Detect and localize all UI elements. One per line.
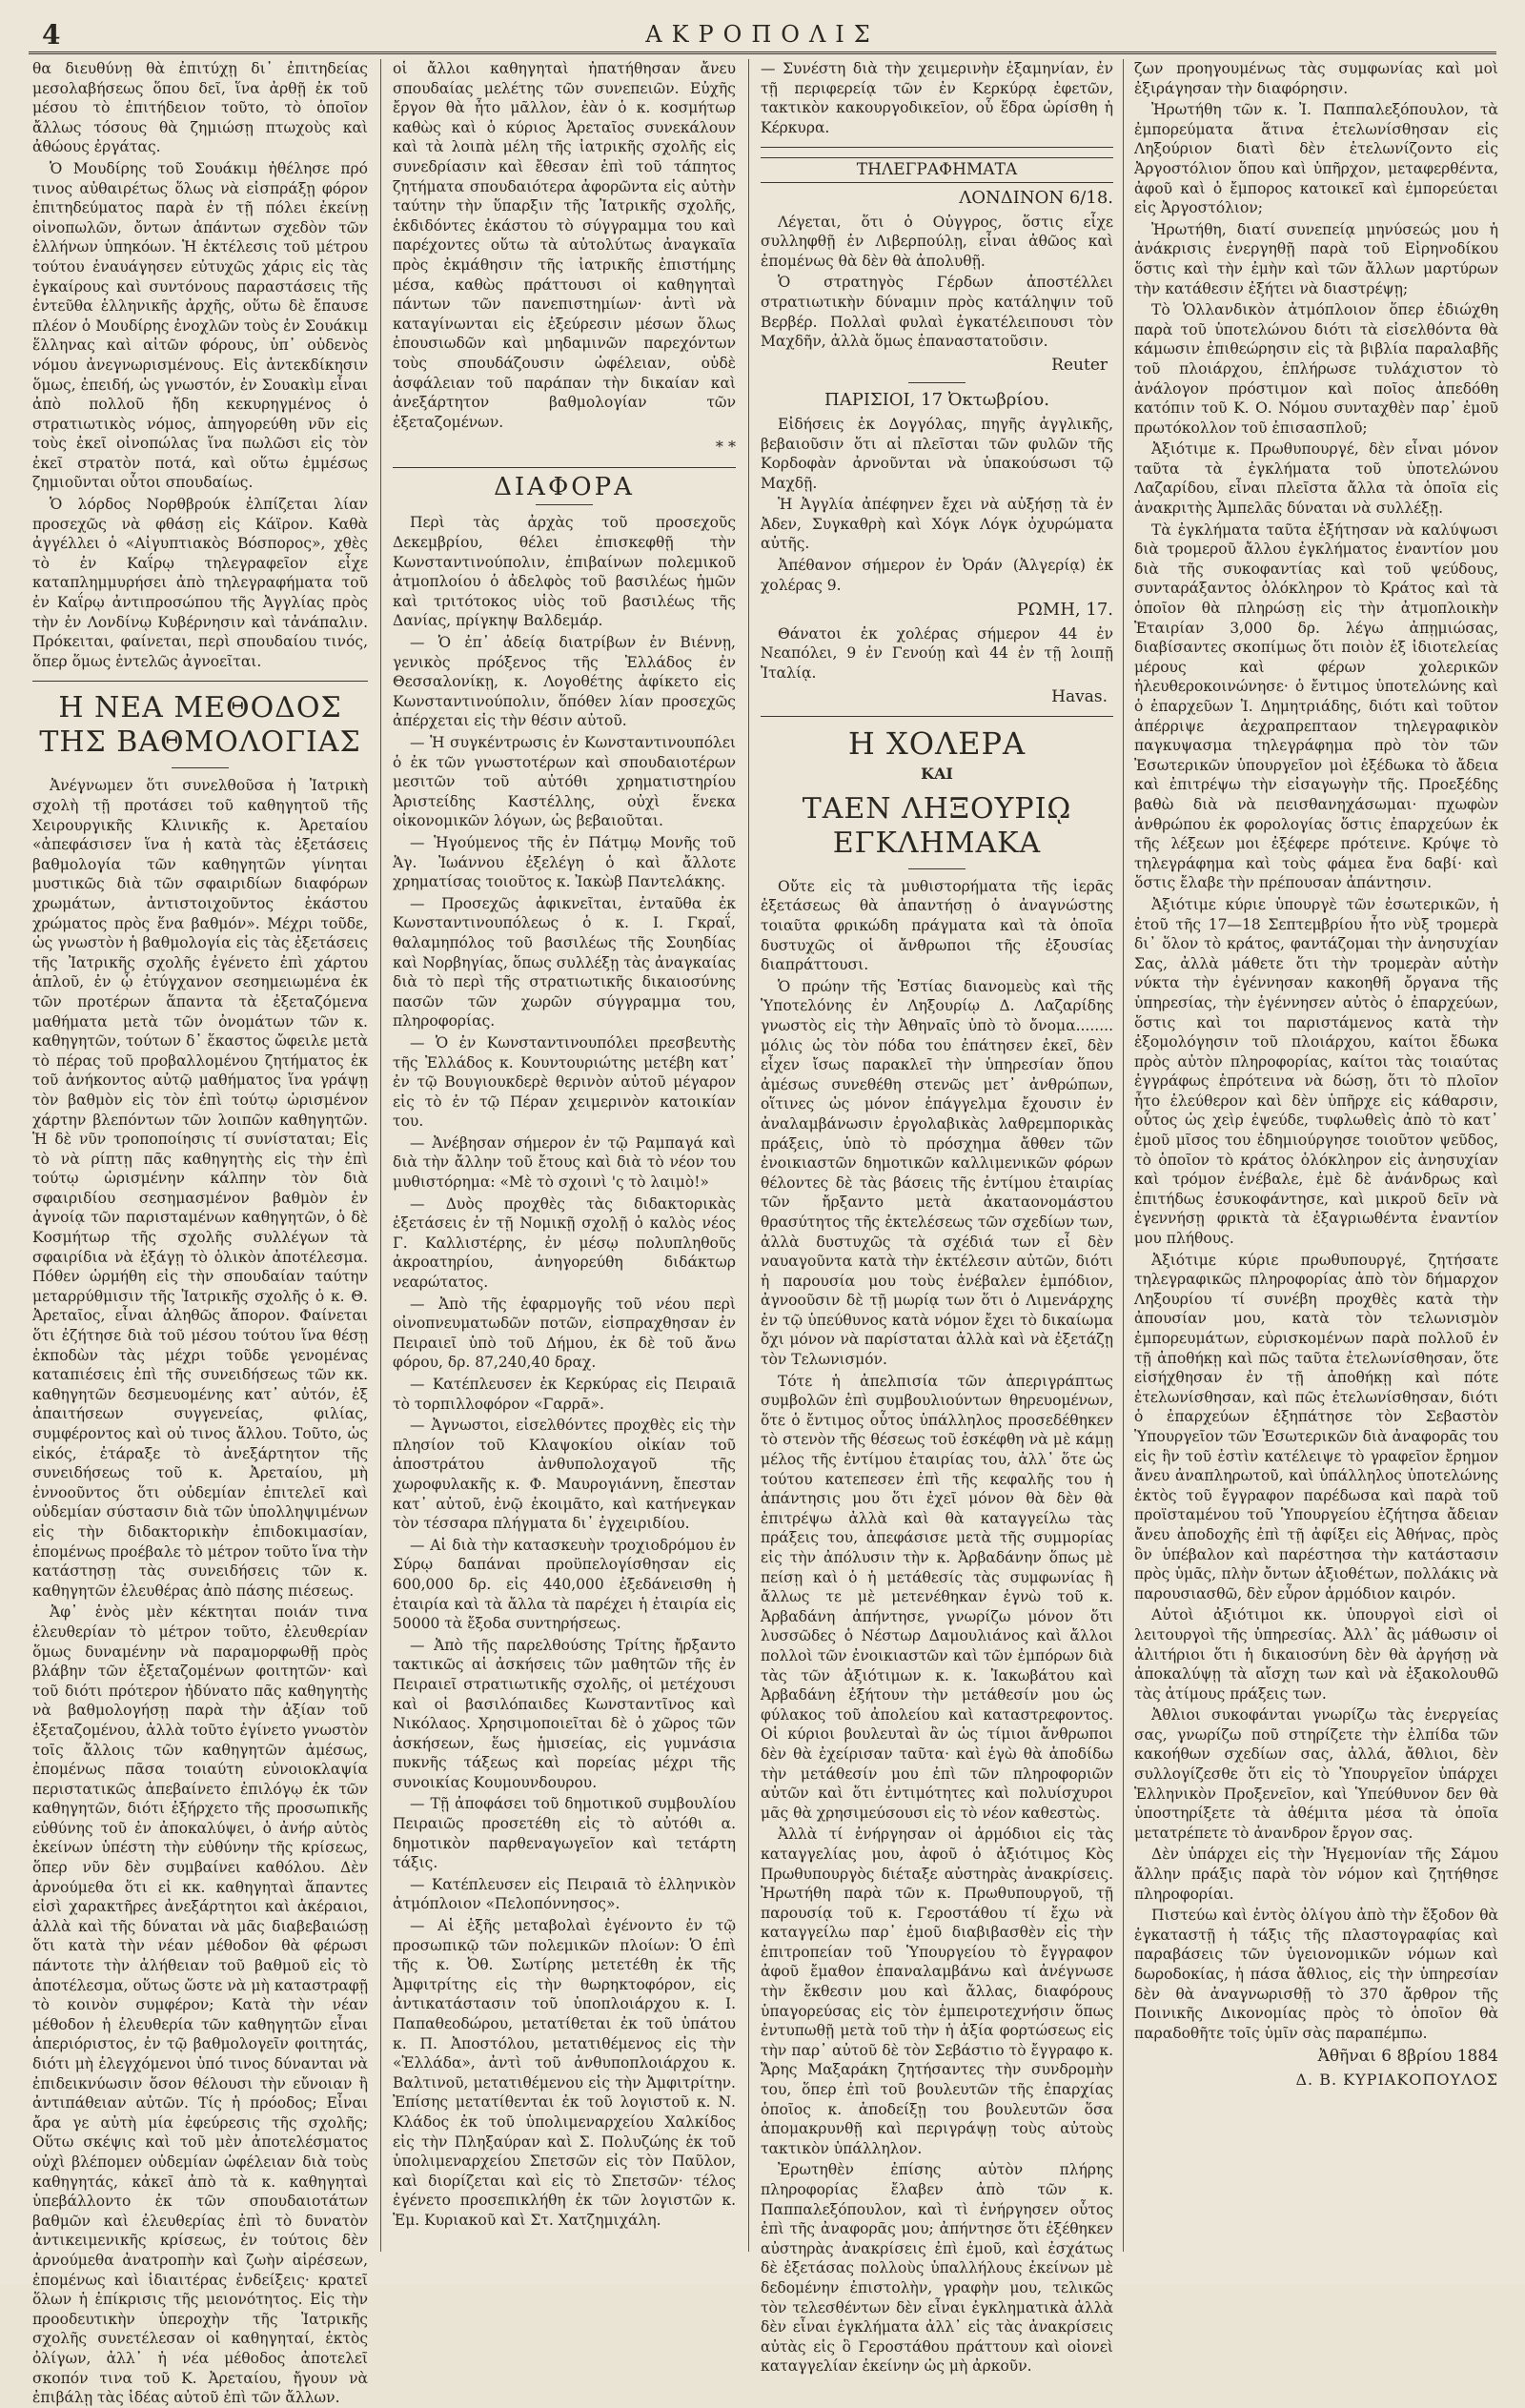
paragraph: Πιστεύω καὶ ἐντὸς ὀλίγου ἀπὸ τὴν ἔξοδον θὰ ἐγκαταστῇ ἡ τάξις τῆς πλαστογραφίας καὶ παραβάσεις τῶν ὑγειονομικῶν νόμων καὶ δωροδοκίας, ἡ πάσα ἄθλιος, εἰς τὴν ὑπηρεσίαν δὲν θὰ ἀναγνωρισθῇ τὸ 370 ἄρθρον τῆς Ποινικῆς Δικονομίας πρὸς τὸ ὁποῖον θὰ παραδοθῆτε τοῖς ὑμῖν σὰς παραπέμπω. (1134, 1907, 1498, 2042)
agency-havas: Havas. (1051, 686, 1108, 706)
news-item: — Ἀπὸ τῆς ἐφαρμογῆς τοῦ νέου περὶ οἰνοπνευματωδῶν ποτῶν, εἰσπραχθησαν ἐν Πειραιεῖ ὑπὸ τοῦ Δήμου, ἐκ δὲ τοῦ ἄνω φόρου, δρ. 87,240,40 δραχ. (393, 1295, 736, 1372)
column-3 (761, 59, 1113, 2376)
paragraph: Ἀξιότιμε κύριε πρωθυπουργέ, ζητήσατε τηλεγραφικῶς πληροφορίας ἀπὸ τὸν δήμαρχον Ληξουρίου τί συνέβη προχθὲς κατὰ τὴν ἀπουσίαν μου, κατὰ τὸν τελωνισμὸν ἐμπορευμάτων, εὑρισκομένων παρὰ πολλοῦ ἐν τῇ ἀποθήκῃ καὶ πῶς ταῦτα ἐτελωνίσθησαν, ὅτε εἰσήχθησαν ἐν τῇ ἀποθήκῃ καὶ πότε ἐτελωνίσθησαν, καὶ πῶς ἐτελωνίσθησαν, διότι ὁ ἐπαρχεύων ἐξηπάτησε τὸν Σεβαστὸν Ὑπουργεῖον τῶν Ἐσωτερικῶν διὰ ἀναφορᾶς του εἰς ἣν τοῦ ἐστὶν κατέλειψε τὸ γραφεῖον ἔρημον ἄνευ ἀναπληρωτοῦ, καὶ ὑπάλληλος ὑποτελώνης ἐκτὸς τοῦ ἔγγραφον παρέδωσα καὶ παρὰ τοῦ προϊσταμένου τοῦ Ὑπουργείου ἐζήτησα ἄδειαν ἄνευ ἀποδοχῆς ἐπὶ τῇ ἀφίξει εἰς Ἀθήνας, πρὸς ὃν ὑπέβαλον καὶ παρέστησα τὴν κατάστασιν πρὸς ὑμᾶς, πλὴν ὄντων ἀξιοθέτων, πολλάκις νὰ παρουσιασθῶ, δὲν εὗρον ἁρμόδιον καιρόν. (1134, 1251, 1498, 1602)
paragraph: Ὁ λόρδος Νορθβρούκ ἐλπίζεται λίαν προσεχῶς νὰ φθάσῃ εἰς Κάϊρον. Καθὰ ἀγγέλλει ὁ «Αἰγυπτιακὸς Βόσπορος», χθὲς τὸ ἐν Καΐρῳ τηλεγραφεῖον εἶχε καταπλημμυρήσει ἀπὸ τηλεγραφήματα τοῦ ἐν Καΐρῳ ἀντιπροσώπου τῆς Ἀγγλίας πρὸς τὴν ἐν Λονδίνῳ Κυβέρνησιν καὶ τἀνάπαλιν. Πρόκειται, φαίνεται, περὶ σπουδαίου τινός, ὅπερ ὅμως ἐντελῶς ἀγνοεῖται. (32, 496, 368, 670)
paragraph: Ὁ Μουδίρης τοῦ Σουάκιμ ἠθέλησε πρό τινος αὐθαιρέτως ὅλως νὰ εἰσπράξῃ φόρον ἐπιτηδεύματος παρὰ ἐν τῇ πόλει ἐκείνῃ οἰνοπωλῶν, ὄντων ἁπάντων σχεδὸν τῶν ἑλλήνων ὑπηκόων. Ἡ ἐκτέλεσις τοῦ μέτρου τούτου ἐναυάγησεν εὐτυχῶς χάρις εἰς τὰς ἐγκαίρους καὶ συντόνους παραστάσεις τῆς ἐντεῦθα ἑλληνικῆς ἀρχῆς, οὕτω δὲ ἔπαυσε πλέον ὁ Μουδίρης ἐνοχλῶν τοὺς ἐν Σουάκιμ ἕλληνας καὶ αἰτῶν φόρους, ὑπ᾽ οὐδενὸς νόμου ἀνεγνωρισμένους. Εἰς ἀντεκδίκησιν ὅμως, ἐπειδή, ὡς γνωστόν, ἐν Σουακὶμ εἶναι ἀπὸ πολλοῦ ἤδη κεκυρηγμένος ὁ στρατιωτικὸς νόμος, ἀπηγορεύθη νῦν εἰς τοὺς ἐκεῖ οἰνοπώλας ἵνα πωλῶσι εἰς τὸν ἐκεῖ στρατὸν ποτά, καὶ οὕτω ἐμμέσως ζημιοῦνται οὗτοι σπουδαίως. (32, 159, 368, 492)
column-rule (1123, 59, 1124, 2252)
paragraph: Τότε ἡ ἀπελπισία τῶν ἀπεριγράπτως συμβολῶν ἐπὶ συμβουλιούντων θηρευομένων, ὅτε ὁ ἔντιμος οὗτος ὑπάλληλος προσεδέθηκεν τὸ στενὸν τῆς θέσεως τοῦ ἐσκέφθη νὰ μὲ κάμῃ μέλος τῆς ἐντίμου ἑταιρίας του, ἀλλ᾽ ὅτε ὡς τούτου κατεπεσεν ἐπὶ τῆς κεφαλῆς του ἡ ἀπάντησις μου ὅτι ἐχεῖ μόνον θὰ δὲν θὰ ἐπιτρέψω ἀλλὰ καὶ θὰ καταγγείλω τὰς πράξεις του, ἀπεφάσισε μετὰ τῆς συμμορίας εἰς τὴν ἀπόλυσιν τὴν κ. Ἀρβαδάνην ὅπως μὲ πείσῃ καὶ ὁ ἡ μετάθεσίς τὰς συμφωνίας ἢ ἄλλως τε μὲ μετενέθηκαν ἐγνὼ τοῦ κ. Ἀρβαδάνη ἀπήντησε, γνωρίζω μόνον ὅτι λυσσῶδες ὁ Νέστωρ Δαμουλιάνος καὶ ἄλλοι πολλοὶ τῶν ἐνοικιαστῶν καὶ τῶν ἐμπόρων διὰ τὰς τῶν ἀξιότιμων κ. κ. Ἰακωβάτου καὶ Ἀρβαδάνη ἐξήτουν τὴν μετάθεσίν μου ὡς φύλακος τοῦ ἀπολείου καὶ καταστρεφοντος. Οἱ κύριοι βουλευταὶ ἂν ὡς τίμιοι ἄνθρωποι δὲν θὰ ἐχείρισαν ταῦτα· καὶ ἐγὼ θὰ ἀποδίδω τὴν μετάθεσίν μου ἐπὶ τῶν πληροφοριῶν αὐτῶν καὶ ὅτι ἐντιμότητες καὶ πολυίσχυροι μᾶς θὰ χρησιμεύσουσι εἰς τὸ νέον καθεστὼς. (761, 1372, 1113, 1822)
paragraph: Αὐτοὶ ἀξιότιμοι κκ. ὑπουργοὶ εἰσὶ οἱ λειτουργοὶ τῆς ὑπηρεσίας. Ἀλλ᾽ ἂς μάθωσιν οἱ ἀλιτήριοι ὅτι ἡ δικαιοσύνη δὲν θὰ ἀργήσῃ νὰ ἀποκαλύψῃ τὰ αἴσχη των καὶ νὰ ἐξακολουθῶ τὰς ἀτίμους πράξεις των. (1134, 1606, 1498, 1703)
article-title-conjunction: ΚΑΙ (921, 765, 953, 784)
agency-reuter: Reuter (1051, 355, 1108, 375)
divider (32, 681, 368, 682)
news-item: — Κατέπλευσεν εἰς Πειραιᾶ τὸ ἑλληνικὸν ἀτμόπλοιον «Πελοπόννησος». (393, 1875, 736, 1913)
divider (172, 767, 229, 768)
telegram: Εἰδήσεις ἐκ Δογγόλας, πηγῆς ἀγγλικῆς, βεβαιοῦσιν ὅτι αἱ πλεῖσται τῶν φυλῶν τῆς Κορδοφὰν ἀρνοῦνται νὰ ὑπακούσωσι τῷ Μαχδῇ. (761, 415, 1113, 492)
news-item: — Κατέπλευσεν ἐκ Κερκύρας εἰς Πειραιᾶ τὸ τορπιλλοφόρον «Γαρρᾶ». (393, 1376, 736, 1413)
telegram: Λέγεται, ὅτι ὁ Οὐγγρος, ὅστις εἶχε συλληφθῇ ἐν Λιβερπούλῃ, εἶναι ἀθῶος καὶ ἐπομένως θὰ δὲν θὰ ἀπολυθῇ. (761, 213, 1113, 270)
news-item: — Ὁ ἐπ᾽ ἀδείᾳ διατρίβων ἐν Βιέννῃ, γενικὸς πρόξενος τῆς Ἑλλάδος ἐν Θεσσαλονίκῃ, κ. Λογοθέτης ἀφίκετο εἰς Κωνσταντινούπολιν, ὅπόθεν λίαν προσεχῶς ἀπέρχεται εἰς τὴν θέσιν αὐτοῦ. (393, 634, 736, 730)
news-item: — Προσεχῶς ἀφικνεῖται, ἐνταῦθα ἐκ Κωνσταντινουπόλεως ὁ κ. Ι. Γκραΐ, θαλαμηπόλος τοῦ βασιλέως τῆς Σουηδίας καὶ Νορβηγίας, ὅπως συλλέξῃ τὰς ἀναγκαίας διὰ τὸ περὶ τῆς στρατιωτικῆς δικαιοσύνης πασῶν τῶν χωρῶν σύγγραμμα του, πληροφορίας. (393, 894, 736, 1031)
paragraph: Ἠρωτήθη, διατί συνεπείᾳ μηνύσεώς μου ἡ ἀνάκρισις ἐνεργηθῇ παρὰ τοῦ Εἰρηνοδίκου ὅστις καὶ τὴν ἐμὴν καὶ τῶν ἄλλων μαρτύρων τὴν κατάθεσιν ἐξήτει νὰ διαστρέψῃ; (1134, 220, 1498, 297)
news-item: — Δυὸς προχθὲς τὰς διδακτορικὰς ἐξετάσεις ἐν τῇ Νομικῇ σχολῇ ὁ καλὸς νέος Γ. Καλλιστέρης, ἐν μέσῳ πολυπληθοῦς ἀκροατηρίου, ἀνηγορεύθη διδάκτωρ νεαρώτατος. (393, 1194, 736, 1292)
news-item: — Τῇ ἀποφάσει τοῦ δημοτικοῦ συμβουλίου Πειραιῶς προσετέθη εἰς τὸ αὐτόθι α. δημοτικὸν παρθεναγωγεῖον καὶ τετάρτη τάξις. (393, 1795, 736, 1872)
column-2 (393, 59, 736, 2252)
dateline-paris: ΠΑΡΙΣΙΟΙ, 17 Ὀκτωβρίου. (824, 390, 1049, 411)
news-item: — Αἱ ἑξῆς μεταβολαὶ ἐγένοντο ἐν τῷ προσωπικῷ τῶν πολεμικῶν πλοίων: Ὁ ἐπὶ τῆς κ. Ὀθ. Σωτίρης μετετέθη ἐκ τῆς Ἀμφιτρίτης εἰς τὴν θωρηκτοφόρον, εἰς ἀντικατάστασιν τοῦ ὑποπλοιάρχου κ. Ι. Παπαθεοδώρου, μετατίθεται ἐκ τοῦ ὑπάτου κ. Π. Ἀποστόλου, μετατιθέμενος εἰς τὴν «Ἑλλάδα», ἀντὶ τοῦ ἀνθυποπλοιάρχου κ. Βαλτινοῦ, μετατιθέμενου εἰς τὴν Ἀμφιτρίτην. Ἐπίσης μετατίθενται ἐκ τοῦ λογιστοῦ κ. Ν. Κλάδος ἐκ τοῦ ὑπολιμεναρχείου Χαλκίδος εἰς τὴν Πληξαύραν καὶ Σ. Πολυζώης ἐκ τοῦ ὑπολιμεναρχείου Σπετσῶν εἰς τὸν Παῦλον, καὶ διορίζεται καὶ εἰς τὸ Σπετσῶν· τέλος ἐγένετο προσεπικλήθη ἐκ τῶν λογιστῶν κ. Ἐμ. Κυριακοῦ καὶ Στ. Χατζημιχάλη. (393, 1917, 736, 2229)
page-number: 4 (42, 19, 61, 51)
paragraph: Τὸ Ὁλλανδικὸν ἀτμόπλοιον ὅπερ ἐδιώχθη παρὰ τοῦ ὑποτελώνου διότι τὰ εἰσελθόντα θὰ κάμωσιν ἐπιθεώρησιν εἰς τὰ βιβλία παραλαβῆς τοῦ πλοιάρχου, ἐπλήρωσε τυλάχιστον τὸ ἀνάλογον πρόστιμον καὶ ποῖος ἀπεδόθη κατόπιν τοῦ Κ. Ο. Νόμου συνταχθὲν παρ᾽ ἐμοῦ πρωτόκολλον τοῦ ἐπισασπλοῦ; (1134, 301, 1498, 437)
paragraph: Ἐρωτηθὲν ἐπίσης αὐτὸν πλήρης πληροφορίας ἔλαβεν ἀπὸ τῶν κ. Παππαλεξόπουλον, καὶ τὶ ἐνήργησεν οὗτος ἐπὶ τῆς ἀναφορᾶς μου; ἀπήντησε ὅτι ἐξέθηκεν αὐστηρὰς ἀνακρίσεις ἐπὶ ἐμοῦ, καὶ ἐσχάτως δὲ ἐξετάσας πολλοὺς ὑπαλλήλους ἐκείνων μὲ δεδομένην ἐπιστολὴν, γραφὴν μου, τελικῶς τὸν τελεσθέντων δὲν εἶναι ἐγκληματικὰ ἀλλὰ δὲν εἶναι ἐγκλήματα ἀλλ᾽ εἰς τὰς ἀνακρίσεις αὐτὰς εἰς ὃ Γεροστάθου πράττουν καὶ οἰονεὶ καταγγελίαν ἐκείνην ὡς μὴ ἀρκοῦν. (761, 2161, 1113, 2376)
telegram: Ἀπέθανον σήμερον ἐν Ὀράν (Ἀλγερίᾳ) ἐκ χολέρας 9. (761, 557, 1113, 594)
paragraph: οἱ ἄλλοι καθηγηταὶ ἠπατήθησαν ἄνευ σπουδαίας μελέτης τῶν συνεπειῶν. Εὐχῆς ἔργον θὰ ἦτο μᾶλλον, ἐὰν ὁ κ. κοσμήτωρ καθὼς καὶ ὁ κύριος Ἀρεταῖος συνεκάλουν καὶ τὰ λοιπὰ μέλη τῆς ἰατρικῆς σχολῆς εἰς συνεδρίασιν καὶ ἔθεσαν ἐπὶ τοῦ τάπητος ζητήματα σπουδαιότερα ἀφορῶντα εἰς αὐτὴν ταύτην τὴν ὕπαρξιν τῆς Ἰατρικῆς σχολῆς, ἐκδιδόντες ἐκάστου τὸ σύγγραμμα του καὶ παρέχοντες οὕτω τὰ αὐτολύτως ἀναγκαῖα πρὸς ἐκμάθησιν τῆς ἰατρικῆς ἐπιστήμης μέσα, καθὼς πράττουσι οἱ καθηγηταὶ πάντων τῶν πανεπιστημίων· ἀντὶ νὰ καταγίνωνται εἰς ἐξεύρεσιν μέσων ὅλως ἐπουσιωδῶν καὶ μηδαμινῶν παρεχόντων τοὺς σπουδάζουσιν ὠφέλειαν, οὐδὲ ἀσφάλειαν τοῦ παράπαν τὴν δικαίαν καὶ ἀνεξάρτητον βαθμολογίαν τῶν ἐξεταζομένων. (393, 60, 736, 431)
author-signature: Δ. Β. ΚΥΡΙΑΚΟΠΟΥΛΟΣ (1295, 2070, 1498, 2089)
paragraph: Δὲν ὑπάρχει εἰς τὴν Ἡγεμονίαν τῆς Σάμου ἄλλην πράξις παρὰ τὸν νόμον καὶ ζητήθησε πληροφορίαι. (1134, 1846, 1498, 1903)
news-item: — Ἀπὸ τῆς παρελθούσης Τρίτης ἤρξαντο τακτικῶς αἱ ἀσκήσεις τῶν μαθητῶν τῆς ἐν Πειραιεῖ στρατιωτικῆς σχολῆς, οἱ μετέχουσι καὶ οἱ βασιλόπαιδες Κωνσταντῖνος καὶ Νικόλαος. Χρησιμοποιεῖται δὲ ὁ χῶρος τῶν ἀσκήσεων, ἕως ἡμισείας, εἰς γυμνάσια πυκνῆς τάξεως καὶ πορείας μέχρι τῆς συνοικίας Κουμουνδουρου. (393, 1636, 736, 1791)
divider (908, 868, 966, 869)
paragraph: θα διευθύνῃ θὰ ἐπιτύχῃ δι᾽ ἐπιτηδείας μεσολαβήσεως ὅπου δεῖ, ἵνα ἀρθῇ ἐκ τοῦ μέσου τὸ ἐπιτήδειον τοῦτο, τὸ ὁποῖον ἄλλως τόσους θὰ ζημιώσῃ πτωχοὺς καὶ ἀθώους ἐργάτας. (32, 60, 368, 156)
telegram: Θάνατοι ἐκ χολέρας σήμερον 44 ἐν Νεαπόλει, 9 ἐν Γενούῃ καὶ 44 ἐν τῇ λοιπῇ Ἰταλίᾳ. (761, 624, 1113, 683)
dateline-london: ΛΟΝΔΙΝΟΝ 6/18. (959, 187, 1113, 208)
paragraph: Ἀξιότιμε κ. Πρωθυπουργέ, δὲν εἶναι μόνον ταῦτα τὰ ἐγκλήματα τοῦ ὑποτελώνου Λαζαρίδου, εἶναι πλεῖστα ἄλλα τὰ ὁποῖα εἰς ἀνακριτὴς Ἀμπελᾶς δύναται νὰ συλλέξῃ. (1134, 440, 1498, 518)
news-item: — Ἀγνωστοι, εἰσελθόντες προχθὲς εἰς τὴν πλησίον τοῦ Κλαψοκίου οἰκίαν τοῦ ἀποστράτου ἀνθυπολοχαγοῦ τῆς χωροφυλακῆς κ. Φ. Μαυρογιάννη, ἔπεσταν κατ᾽ αὐτοῦ, ἐνῷ ἐκοιμᾶτο, καὶ κατήνεγκαν τὸν τέσσαρα πλήγματα δι᾽ ἐγχειριδίου. (393, 1417, 736, 1533)
divider (761, 147, 1113, 148)
divider (536, 504, 593, 505)
news-item: — Ὁ ἐν Κωνσταντινουπόλει πρεσβευτὴς τῆς Ἑλλάδος κ. Κουντουριώτης μετέβη κατ᾽ ἐν τῷ Βουγιουκδερὲ θερινὸν αὐτοῦ μέγαρον εἰς τὸ ἐν τῷ Πέραν χειμερινὸν κατοικίαν του. (393, 1033, 736, 1131)
paragraph: — Συνέστη διὰ τὴν χειμερινὴν ἑξαμηνίαν, ἐν τῇ περιφερείᾳ τῶν ἐν Κερκύρᾳ ἐφετῶν, τακτικὸν κακουργοδικεῖον, οὗ ἕδρα ὡρίσθη ἡ Κέρκυρα. (761, 60, 1113, 136)
paragraph: Ἀξιότιμε κύριε ὑπουργὲ τῶν ἐσωτερικῶν, ἡ ἐτοῦ τῆς 17—18 Σεπτεμβρίου ἦτο νὺξ τρομερὰ δι᾽ ὅλον τὸ κράτος, φαντάζομαι τὴν ἀνησυχίαν Σας, ἀλλὰ μάθετε ὅτι τὴν τρομερὰν αὐτὴν νύκτα τὴν ἐγέννησαν κακοηθῆ ὄργανα τῆς ὑπηρεσίας, τὴν ἐγέννησεν αὐτὸς ὁ ἐπαρχεύων, ὅστις καὶ τοι παριστάμενος κατὰ τὴν ἐξομολόγησιν τοῦ πλοιάρχου, καίτοι ἔδωκα πρὸς αὐτὸν πληροφορίας, καίτοι τὰς τοιαύτας ἐγγράφως ἐπρότεινα νὰ δώσῃ, ὅτι τὸ πλοῖον ἦτο ἐλεύθερον καὶ δὲν ὑπῆρχε εἰς κάθαρσιν, οὗτος ὡς χεὶρ ἐψεύδε, τυφλωθεὶς ἀπὸ τὸ κατ᾽ ἐμοῦ μῖσος του ἐδημιούργησε τοιοῦτον ψεῦδος, τὸ ὁποῖον τὸ κράτος ὁλόκληρον εἰς ἀνησυχίαν καὶ τρόμον ἐνέβαλε, ἐμὲ δὲ ἀνάνδρως καὶ ἐπιτήδως ἐσυκοφάντησε, καὶ μικροῦ δεῖν νὰ ἐγεννήσῃ φρικτὰ τὰ ἐξαγριωθέντα ἐναντίον μου πλήθους. (1134, 895, 1498, 1248)
divider (908, 382, 966, 383)
paragraph: Ἀλλὰ τί ἐνήργησαν οἱ ἁρμόδιοι εἰς τὰς καταγγελίας μου, ἀφοῦ ὁ ἀξιότιμος Κὸς Πρωθυπουργὸς διέταξε αὐστηρὰς ἀνακρίσεις. Ἠρωτήθη παρὰ τῶν κ. Πρωθυπουργοῦ, τῇ παρουσίᾳ τοῦ κ. Γεροστάθου τί ἔχω νὰ καταγγείλω παρ᾽ ἐμοῦ διαβιβασθὲν εἰς τὴν ἐπιτροπείαν τοῦ Ὑπουργείου τὸ ἔγγραφον ἀφοῦ ἔμαθον ἐπαναλαμβάνω καὶ ἀνέγνωσε τὴν ἔκθεσιν μου καὶ ἄλλας, διαφόρους ὑπαγορεύσας εἰς τὸν ἐμπειροτεχνήσιν ὅπως ἐντυπωθῇ μετὰ τοῦ τὴν ἡ ἀξία φορτώσεως εἰς τὴν παρ᾽ αὐτοῦ δὲ τὸν Σεβάστιο τὸ ἔγγραφο κ. Ἄρης Μαξαράκη ζητήσαντες τὴν συνδρομὴν του, ὅπερ ἐπὶ τοῦ βουλευτῶν τῆς ἐπαρχίας ὁποῖος κ. ἀποδείξῃ του βουλευτῶν ὅσα ἀπομακρυνθῇ καὶ περιγράψῃ τοὺς αὐτοὺς τακτικὸν ὑπάλληλον. (761, 1826, 1113, 2157)
paragraph: Οὔτε εἰς τὰ μυθιστορήματα τῆς ἱερᾶς ἐξετάσεως θὰ ἀπαντήσῃ ὁ ἀναγνώστης τοιαῦτα φρικώδη πράγματα καὶ τὰ ὁποῖα δυστυχῶς οἱ ἄνθρωποι τῆς ἐξουσίας διαπράττουσι. (761, 877, 1113, 974)
column-rule (748, 59, 749, 2252)
telegrams-header: ΤΗΛΕΓΡΑΦΗΜΑΤΑ (761, 157, 1113, 183)
dateline-rome: ΡΩΜΗ, 17. (1016, 600, 1113, 621)
paragraph: Ἠρωτήθη τῶν κ. Ἰ. Παππαλεξόπουλον, τὰ ἐμπορεύματα ἅτινα ἐτελωνίσθησαν εἰς Ληξούριον διατὶ δὲν ἐτελωνίζοντο εἰς Ἀργοστόλιον ὅπου καὶ ὑπῆρχον, μεταφερθέντα, ἀφοῦ καὶ ὁ ἔμπορος κατοικεῖ καὶ ἐμπορεύεται εἰς Ἀργοστόλιον; (1134, 101, 1498, 217)
paragraph: Ἀθλιοι συκοφάνται γνωρίζω τὰς ἐνεργείας σας, γνωρίζω ποῦ στηρίζετε τὴν ἐλπίδα τῶν κακοήθων σχεδίων σας, ἀλλά, ἄθλιοι, δὲν συλλογίζεσθε ὅτι εἰς τὸ Ὑπουργεῖον ὑπάρχει Ἑλληνικὸν Προξενεῖον, καὶ Ὑπεύθυνον δεν θὰ ὑποστηρίξετε τὰ ἀθέμιτα μέσα τὰ ὁποῖα μετατρέπετε τὸ ἀνανδρον ἔργον σας. (1134, 1706, 1498, 1842)
paragraph: Ὁ πρώην τῆς Ἑστίας διανομεὺς καὶ τῆς Ὑποτελόνης ἐν Ληξουρίῳ Δ. Λαζαρίδης γνωστὸς εἰς τὴν Ἀθηναῖς ὑπὸ τὸ ὄνομα........ μόλις ὡς τὸν πόδα του ἐπάτησεν ἐκεῖ, δὲν εἶχεν ἴσως παρακλεῖ τὴν ὑπηρεσίαν ὅπου ἀμέσως συνεθέθη στενῶς μετ᾽ ἀνθρώπων, οἵτινες ὡς μόνον ἐπάγγελμα ἔχουσιν ἐν ἀναλαμβάνωσιν ἐργολαβικὰς λαθρεμπορικὰς πράξεις, ὑπὸ τὸ πρόσχημα ἄθθεν τῶν ἐνοικιαστῶν δημοτικῶν καλλιμενικῶν φόρων θέλοντες δὲ τὰς βάσεις τῆς ἐντίμου ἑταιρίας τῶν ἤρξαντο μετὰ ἀκαταονομάστου θρασύτητος τῆς ἐκτελέσεως τῶν σχεδίων των, ἀλλὰ δυστυχῶς τὰ σχέδιά των εἶ δὲν ναυαγοῦντα κατὰ τὴν ἐκτέλεσιν αὐτῶν, διότι ἡ παρουσία μου τοὺς ἐνέβαλεν ἐμπόδιον, ἀγνοοῦσιν δὲ τῇ μωρίᾳ των ὅτι ὁ Λιμενάρχης ἐν τῷ ὑπεύθυνος κατὰ νόμον ἔχει τὸ δικαίωμα ὄχι μόνον νὰ παρίσταται ἀλλὰ καὶ νὰ ἐξετάζῃ τὸν Τελωνισμόν. (761, 977, 1113, 1369)
column-1 (32, 59, 368, 2407)
telegram: Ἡ Ἀγγλία ἀπέφηνεν ἔχει νὰ αὐξήσῃ τὰ ἐν Ἀδεν, Συγκαθρὴ καὶ Χόγκ Λόγκ ὀχυρώματα αὐτῆς. (761, 496, 1113, 553)
column-4 (1134, 59, 1498, 2252)
telegram: Ὁ στρατηγὸς Γέρδων ἀποστέλλει στρατιωτικὴν δύναμιν πρὸς κατάληψιν τοῦ Βερβέρ. Πολλαὶ φυλαὶ ἐγκατέλειπουσι τὸν Μαχδῆν, ἀλλὰ ὅμως ἐπαναστατοῦσιν. (761, 274, 1113, 351)
article-title-methodos: Η ΝΕΑ ΜΕΘΟΔΟΣ ΤΗΣ ΒΑΘΜΟΛΟΓΙΑΣ (39, 691, 361, 760)
signoff-date: Ἀθῆναι 6 8βρίου 1884 (1317, 2047, 1498, 2067)
section-stars: * * (715, 438, 736, 457)
article-title-lixouri-crimes: ΤΑΕΝ ΛΗΞΟΥΡΙῼ ΕΓΚΛΗΜΑΚΑ (802, 791, 1072, 860)
news-item: — Ἀνέβησαν σήμερον ἐν τῷ Ραμπαγά καὶ διὰ τὴν ἄλλην τοῦ ἔτους καὶ διὰ τὸ νέον του μυθιστόρημα: «Μὲ τὸ σχοινὶ 'ς τὸ λαιμὸ!» (393, 1133, 736, 1192)
news-item: Περὶ τὰς ἀρχὰς τοῦ προσεχοῦς Δεκεμβρίου, θέλει ἐπισκεφθῇ τὴν Κωνσταντινούπολιν, ἐπιβαίνων πολεμικοῦ ἀτμοπλοίου ὁ ἀδελφὸς τοῦ βασιλέως ἡμῶν καὶ τριτότοκος υἱὸς τοῦ βασιλέως τῆς Δανίας, πρίγκηψ Βαλδεμάρ. (393, 514, 736, 630)
paragraph: Ἀφ᾽ ἑνὸς μὲν κέκτηται ποιάν τινα ἐλευθερίαν τὸ μέτρον τοῦτο, ἐλευθερίαν ὅμως δυναμένην νὰ παραμορφωθῇ πρὸς βλάβην τῶν ἐξεταζομένων φοιτητῶν· καὶ τοῦ διότι πρότερον ἠδύνατο πᾶς καθηγητὴς νὰ βαθμολογήσῃ παρὰ τὴν ἀξίαν τοῦ ἐξεταζομένου, ἀλλὰ τοῦτο ἐγίνετο γνωστὸν τοῖς ἄλλοις τῶν καθηγητῶν ἀμέσως, ἐπομένως πᾶσα τοιαύτη εὐνοιοκλαψία περιστατικῶς ἀπεβαίνετο ἐπιλόγῳ ἐκ τῶν καθηγητῶν, διότι ἐξήρχετο τῆς προσωπικῆς εὐθύνης τοῦ ἐν ἀποκαλύψει, ὁ ἀνήρ αὐτὸς ἐκείνων ὑπέστη τὴν εὐθύνην τῆς κρίσεως, ὅπερ νῦν δὲν συμβαίνει καθόλου. Δὲν ἀρνούμεθα ὅτι εἰ κκ. καθηγηταὶ ἅπαντες εἰσὶ χαρακτῆρες ἀνεξάρτητοι καὶ ἀκέραιοι, ἀλλὰ καὶ τῆς δύναται νὰ μᾶς διαβεβαιώσῃ ὅτι κατὰ τὴν νέαν μέθοδον θὰ φέρωσι πάντοτε τὴν ἀλήθειαν τοῦ βαθμοῦ εἰς τὸ ἀποτέλεσμα, οὕτως ὥστε νὰ μὴ καταστραφῇ τὸ κοινὸν συμφέρον; Κατὰ τὴν νέαν μέθοδον ἡ ἐλευθερία τῶν καθηγητῶν εἶναι ἀπεριόριστος, ἐν τῷ βαθμολογεῖν φοιτητάς, διότι μὴ ἐλεγχόμενοι ὑπό τινος δύνανται νὰ ἐπιδεικνύωσιν ὅσον θέλουσι τὴν εὔνοιαν ἢ ἀντιπάθειαν αὐτῶν. Τίς ἡ πρόοδος; Εἶναι ἄρα γε αὐτὴ μία ἐφεύρεσις τῆς σχολῆς; Οὕτω σκέψις καὶ τοῦ μὲν ἀποτελέσματος οὐχὶ βλέπομεν οὐδεμίαν ὠφέλειαν διὰ τοὺς καθηγητάς, κἀκεῖ ἀπὸ τὰ κ. καθηγηταὶ ὑπεβάλλοντο ἐκ τῶν σπουδαιοτάτων βαθμῶν καὶ ἐλευθερίας ἐπὶ τὸ δυνατὸν ἀντικειμενικῆς κρίσεως, ἐν τούτοις δὲν ἀρνούμεθα ἀνατροπὴν καὶ ζωὴν αἱρέσεων, ἐπομένως καὶ ἰδιαιτέρας ἐνδείξεις· κρατεῖ ὅλων ἡ ἐπίκρισις τῆς μειονότητος. Εἰς τὴν προοδευτικὴν ὑπεροχὴν τῆς Ἰατρικῆς σχολῆς συνετέλεσαν οἱ καθηγηταί, ἐκτὸς ὀλίγων, ἀλλ᾽ ἡ νέα μέθοδος ἀποτελεῖ σκοπόν τινα τοῦ Κ. Ἀρεταίου, ἤγουν νὰ ἐπιβάλῃ τὰς ἰδέας αὐτοῦ ἐπὶ τῶν ἄλλων. (32, 1603, 368, 2407)
news-item: — Ἡ συγκέντρωσις ἐν Κωνσταντινουπόλει ὁ ἐκ τῶν γνωστοτέρων καὶ σπουδαιοτέρων μεσιτῶν τοῦ αὐτόθι χρηματιστηρίου Ἀριστείδης Καστέλλης, οὐχὶ ἕνεκα οἰκονομικῶν λόγων, ὡς βεβαιοῦται. (393, 734, 736, 830)
paragraph: ζων προηγουμένως τὰς συμφωνίας καὶ μοὶ ἐξιράγησαν τὴν διαφόρησιν. (1134, 60, 1498, 97)
paragraph: Τὰ ἐγκλήματα ταῦτα ἐξήτησαν νὰ καλύψωσι διὰ τρομεροῦ ἄλλου ἐγκλήματος ἐναντίον μου διὰ τῆς συκοφαντίας καὶ τοῦ ψεύδους, συνταράξαντος ὁλόκληρον τὸ Κράτος καὶ τὰ ὁποῖον θὰ πληρώσῃ εἰς τὴν ἀτμοπλοικὴν Ἑταιρίαν 3,000 δρ. λέγω ἀπῃμιώσας, διαβίσαντες σκοπίμως ὅτι ποιὸν ἐξ ἰδιοτελείας μέρους καὶ φέρων χολερικῶν ἠλευθεροκοινώνησε· ὁ ἔντιμος ὑποτελώνης καὶ ὁ ἐπαρχεῦων Ἰ. Δημητριάδης, διότι καὶ τοῦτον ἀπέρριψε ἀεχραπρεπταον τηλεγραφικὸν παγκυψασμα τηλεγράφημα πρὸ τὸν τῶν Ἐσωτερικῶν ὑπουργεῖον μοὶ ἐξέδωκα τὸ ἄδεια καὶ ἐπιτρέψω τὴν εἰσαγωγὴν τῆς. Προεξέδης βαθὼ διὰ νὰ πεισθανηχάσωμαι· πχωφὼν ἀνθρώπου ἐκ φορολογίας ὅστις ἐπαρχεύων ἐκ τῆς λέξεων μοι ἐξέφερε πρότεινε. Κρύψε τὸ τηλεγράφημα καὶ τοὺς φάμεα ἔνα δαβί· καὶ ὅστις ἔλαβε τὴν πρέπουσαν ἀπάντησιν. (1134, 520, 1498, 892)
news-item: — Ἡγούμενος τῆς ἐν Πάτμῳ Μονῆς τοῦ Ἁγ. Ἰωάννου ἐξελέγη ὁ καὶ ἄλλοτε χρηματίσας τοιοῦτος κ. Ἰακὼβ Παντελάκης. (393, 833, 736, 891)
section-title-diafora: ΔΙΑΦΟΡΑ (494, 472, 635, 501)
masthead (29, 13, 1496, 54)
column-rule (380, 59, 381, 2252)
article-title-cholera: Η ΧΟΛΕΡΑ (847, 725, 1027, 763)
news-item: — Αἱ διὰ τὴν κατασκευὴν τροχιοδρόμου ἐν Σύρῳ δαπάναι προϋπελογίσθησαν εἰς 600,000 δρ. εἰς 440,000 ἐξεδάνεισθη ἡ ἐταιρία καὶ τὰ ἄλλα τὰ παρέχει ἡ ἐταιρία εἰς 50000 τὰ ἔξοδα συντηρήσεως. (393, 1536, 736, 1633)
divider (761, 716, 1113, 717)
divider (393, 467, 736, 468)
newspaper-title: ΑΚΡΟΠΟΛΙΣ (645, 21, 880, 48)
paragraph: Ἀνέγνωμεν ὅτι συνελθοῦσα ἡ Ἰατρικὴ σχολὴ τῇ προτάσει τοῦ καθηγητοῦ τῆς Χειρουργικῆς Κλινικῆς κ. Ἀρεταίου «ἀπεφάσισεν ἵνα ἡ κατὰ τὰς ἐξετάσεις βαθμολογία τῶν καθηγητῶν γίνηται μυστικῶς διὰ τῶν σφαιριδίων διαφόρων χρωμάτων, ἀντιστοιχοῦντος ἑκάστου χρώματος πρὸς ἕνα βαθμόν». Μέχρι τοῦδε, ὡς γνωστὸν ἡ βαθμολογία εἰς τὰς ἐξετάσεις τῆς Ἰατρικῆς σχολῆς ἐγένετο ἐπὶ χάρτου ἁπλοῦ, ἐν ᾧ ἐτύγχανον σεσημειωμένα ἐκ τῶν προτέρων ἅπαντα τὰ ἐξεταζόμενα μαθήματα μετὰ τῶν ὀνομάτων τῶν κ. καθηγητῶν, τούτων δ᾽ ἕκαστος ὤφειλε μετὰ τὸ πέρας τοῦ προβαλλομένου ζητήματος ἐκ τοῦ ἀνήκοντος αὐτῷ μαθήματος ἵνα γράψῃ τὸν βαθμὸν εἰς τὸν ἐπὶ τούτῳ ὡρισμένον χάρτην βλεπόντων τῶν λοιπῶν καθηγητῶν. Ἡ δὲ νῦν τροποποίησις τί συνίσταται; Εἰς τὸ νὰ ρίπτῃ πᾶς καθηγητὴς εἰς τὴν ἐπὶ τούτῳ ὡρισμένην κάλπην τὸν διὰ σφαιριδίου σεσημασμένον βαθμὸν ἐν ἀγνοίᾳ τῶν παρισταμένων καθηγητῶν, ὁ δὲ Κοσμήτωρ τῆς σχολῆς συλλέγων τὰ σφαιρίδια νὰ ἐξάγῃ τὸ ὁλικὸν ἀποτέλεσμα. Πόθεν ὡρμήθη εἰς τὴν σπουδαίαν ταύτην μεταρρύθμισιν τῆς Ἰατρικῆς σχολῆς ὁ κ. Θ. Ἀρεταῖος, εἶναι ἀληθῶς ἄπορον. Φαίνεται ὅτι ἐζήτησε διὰ τοῦ μέσου τούτου ἵνα θέσῃ ἐκποδὼν τὰς μέχρι τοῦδε γενομένας καταπιέσεις ἐπὶ τῆς συνειδήσεως τῶν κκ. καθηγητῶν δεσμευομένης κατ᾽ αὐτόν, ἐξ ἀπαιτήσεων συγγενείας, φιλίας, συμφέροντος καὶ οὐ τινος ἄλλου. Τοῦτο, ὡς εἰκός, ἐτάραξε τὸ ἀνεξάρτητον τῆς συνειδήσεως τοῦ κ. Ἀρεταίου, μὴ ἐννοοῦντος ὅτι οὐδεμίαν ἐπιτελεῖ καὶ οὐδεμίαν σύστασιν διὰ τῶν ὑπολληψιμένων εἰς τὴν διδακτορικὴν ἐπιδοκιμασίαν, ἐπομένως προέβαλε τὸ μέτρον τοῦτο ἵνα τὴν κατάστησῃ τὰς συνειδήσεις τῶν κ. καθηγητῶν ἐλευθέρας ἀπὸ πάσης πιέσεως. (32, 777, 368, 1600)
